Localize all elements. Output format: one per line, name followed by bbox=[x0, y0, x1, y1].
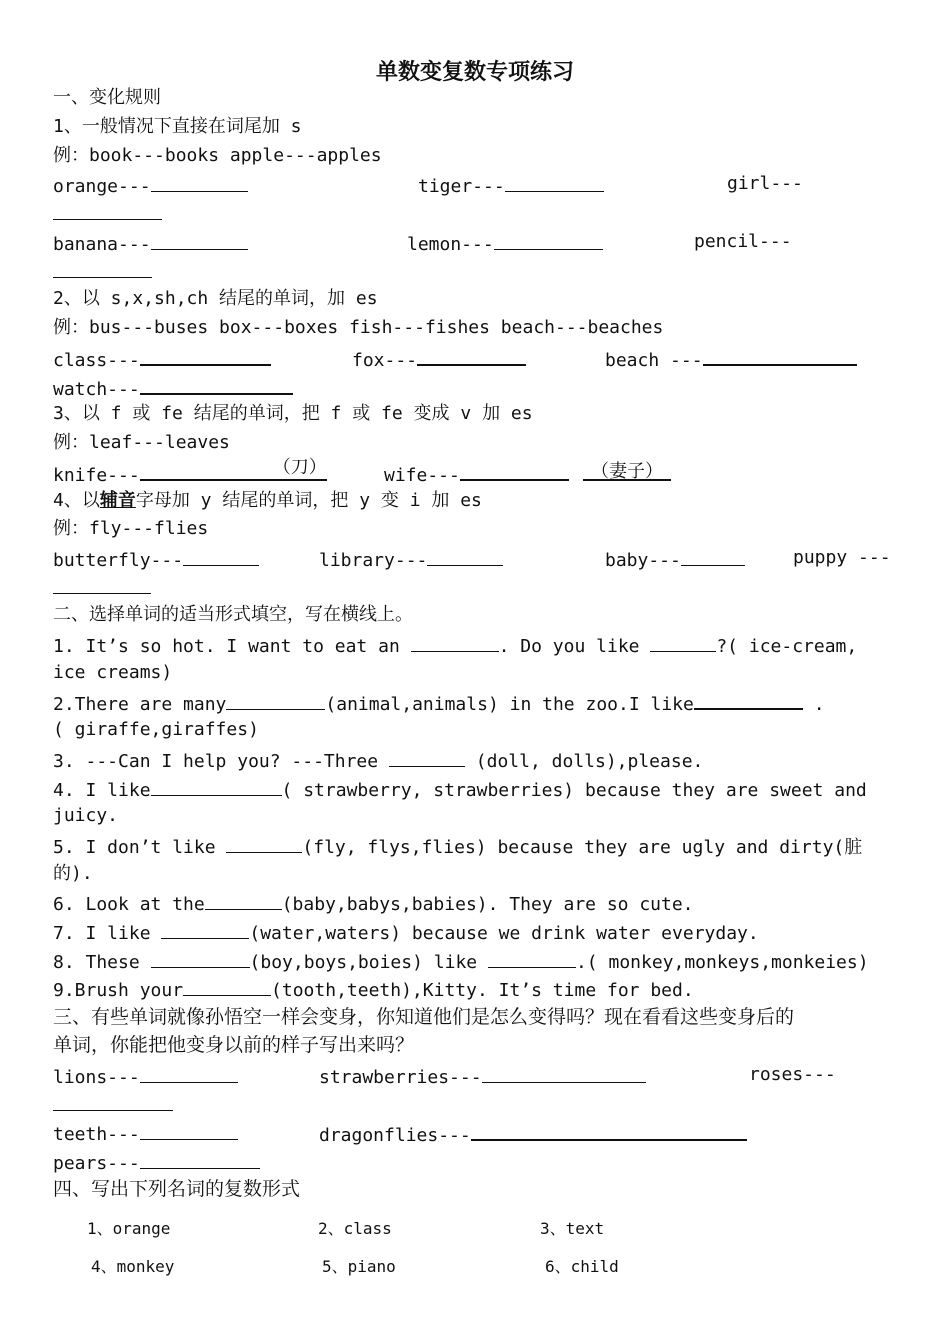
answer-blank[interactable] bbox=[183, 547, 259, 566]
q-text: .( monkey,monkeys,monkeies) bbox=[575, 952, 869, 973]
answer-blank[interactable] bbox=[482, 1064, 646, 1083]
rule-4-example: 例：fly---flies bbox=[53, 518, 209, 539]
question-1 bbox=[53, 633, 857, 658]
q-text: . bbox=[802, 694, 825, 715]
s3-item-strawberries bbox=[319, 1064, 646, 1089]
rule-3-wife-note bbox=[583, 461, 671, 483]
section-4-heading: 四、写出下列名词的复数形式 bbox=[53, 1178, 301, 1200]
s4-item-5: 5、piano bbox=[322, 1257, 396, 1276]
section-3-heading-line1: 三、有些单词就像孙悟空一样会变身，你知道他们是怎么变得吗？现在看看这些变身后的 bbox=[53, 1006, 795, 1028]
s3-item-dragonflies bbox=[319, 1121, 747, 1147]
question-2 bbox=[53, 690, 825, 716]
answer-blank[interactable] bbox=[140, 375, 293, 395]
s4-item-1: 1、orange bbox=[87, 1219, 171, 1238]
s3-item-pears bbox=[53, 1150, 260, 1175]
answer-blank[interactable] bbox=[53, 575, 151, 594]
rule-4-item-butterfly bbox=[53, 547, 259, 572]
rule-2-text: 2、以 s,x,sh,ch 结尾的单词，加 es bbox=[53, 288, 378, 309]
answer-blank[interactable] bbox=[226, 834, 302, 853]
answer-blank[interactable] bbox=[53, 201, 162, 220]
q-text: (baby,babys,babies). They are so cute. bbox=[281, 894, 694, 915]
item-word: pencil--- bbox=[694, 231, 792, 252]
item-word: baby--- bbox=[605, 550, 681, 571]
answer-blank[interactable] bbox=[151, 173, 248, 192]
answer-blank[interactable] bbox=[161, 920, 249, 939]
s4-item-6: 6、child bbox=[545, 1257, 619, 1276]
answer-blank[interactable] bbox=[505, 173, 604, 192]
rule-4-keyword: 辅音 bbox=[99, 490, 136, 511]
item-word: puppy --- bbox=[793, 547, 891, 568]
rule-1-item-lemon bbox=[407, 231, 603, 256]
q-text: 1. It’s so hot. I want to eat an bbox=[53, 636, 411, 657]
rule-1-item-tiger bbox=[418, 173, 604, 198]
rule-2-item-class bbox=[53, 346, 271, 372]
rule-4-prefix: 4、以 bbox=[53, 490, 100, 511]
item-word: class--- bbox=[53, 350, 140, 371]
knife-note: （刀） bbox=[272, 457, 327, 478]
q-text: (tooth,teeth),Kitty. It’s time for bed. bbox=[271, 980, 694, 1001]
s4-item-4: 4、monkey bbox=[91, 1257, 175, 1276]
question-8 bbox=[53, 949, 869, 974]
answer-blank[interactable] bbox=[53, 259, 152, 278]
answer-blank[interactable] bbox=[151, 949, 250, 968]
question-2-options: ( giraffe,giraffes) bbox=[53, 719, 259, 740]
wife-note: （妻子） bbox=[583, 461, 671, 481]
q-text: (doll, dolls),please. bbox=[464, 751, 704, 772]
s4-item-2: 2、class bbox=[318, 1219, 392, 1238]
rule-1-example: 例：book---books apple---apples bbox=[53, 145, 382, 166]
answer-blank[interactable] bbox=[140, 346, 271, 366]
answer-blank[interactable] bbox=[140, 1150, 260, 1169]
rule-4-item-library bbox=[319, 547, 503, 572]
item-word: pears--- bbox=[53, 1153, 140, 1174]
answer-blank[interactable] bbox=[205, 891, 282, 910]
rule-2-item-watch bbox=[53, 375, 293, 401]
rule-4-item-puppy bbox=[793, 547, 891, 569]
rule-2-example: 例：bus---buses box---boxes fish---fishes beach---beaches bbox=[53, 317, 664, 338]
answer-blank[interactable] bbox=[140, 1121, 238, 1140]
question-3 bbox=[53, 748, 703, 773]
item-word: tiger--- bbox=[418, 176, 505, 197]
question-5 bbox=[53, 834, 862, 859]
item-word: orange--- bbox=[53, 176, 151, 197]
answer-blank[interactable] bbox=[417, 346, 526, 366]
question-6 bbox=[53, 891, 694, 916]
rule-1-girl-blank bbox=[53, 201, 162, 226]
item-word: strawberries--- bbox=[319, 1067, 482, 1088]
rule-1-text: 1、一般情况下直接在词尾加 s bbox=[53, 116, 302, 137]
rule-4-text bbox=[53, 490, 482, 512]
answer-blank[interactable] bbox=[53, 1092, 173, 1111]
question-1-options: ice creams) bbox=[53, 662, 173, 683]
section-3-heading-line2: 单词，你能把他变身以前的样子写出来吗？ bbox=[53, 1034, 415, 1056]
s3-item-teeth bbox=[53, 1121, 238, 1146]
rule-1-item-orange bbox=[53, 173, 248, 198]
answer-blank[interactable] bbox=[183, 977, 271, 996]
q-text: 4. I like bbox=[53, 780, 151, 801]
page-title: 单数变复数专项练习 bbox=[375, 60, 574, 85]
item-word: lemon--- bbox=[407, 234, 494, 255]
answer-blank[interactable] bbox=[151, 231, 248, 250]
q-text: (water,waters) because we drink water everyday. bbox=[249, 923, 759, 944]
q-text: ?( ice-cream, bbox=[716, 636, 858, 657]
question-4-cont: juicy. bbox=[53, 805, 119, 826]
question-5-cont: 的). bbox=[53, 863, 93, 884]
question-9 bbox=[53, 977, 694, 1002]
item-word: beach --- bbox=[605, 350, 703, 371]
q-text: ( strawberry, strawberries) because they are sweet and bbox=[281, 780, 867, 801]
q-text: (boy,boys,boies) like bbox=[249, 952, 488, 973]
answer-blank[interactable] bbox=[140, 457, 327, 481]
answer-blank[interactable] bbox=[151, 777, 282, 796]
item-word: butterfly--- bbox=[53, 550, 184, 571]
answer-blank[interactable] bbox=[694, 690, 803, 710]
answer-blank[interactable] bbox=[703, 346, 857, 366]
item-word: girl--- bbox=[727, 173, 803, 194]
answer-blank[interactable] bbox=[389, 748, 465, 767]
question-4 bbox=[53, 777, 867, 802]
answer-blank[interactable] bbox=[494, 231, 603, 250]
s3-item-lions bbox=[53, 1064, 238, 1089]
rule-1-item-girl bbox=[727, 173, 803, 195]
q-text: 8. These bbox=[53, 952, 151, 973]
rule-2-item-beach bbox=[605, 346, 857, 372]
answer-blank[interactable] bbox=[427, 547, 503, 566]
item-word: teeth--- bbox=[53, 1124, 140, 1145]
answer-blank[interactable] bbox=[460, 461, 569, 481]
q-text: (fly, flys,flies) because they are ugly and dirty(脏 bbox=[302, 837, 863, 858]
item-word: banana--- bbox=[53, 234, 151, 255]
q-text: (animal,animals) in the zoo.I like bbox=[325, 694, 694, 715]
rule-3-text: 3、以 f 或 fe 结尾的单词，把 f 或 fe 变成 v 加 es bbox=[53, 403, 533, 424]
answer-blank[interactable] bbox=[471, 1121, 747, 1141]
section-2-heading: 二、选择单词的适当形式填空，写在横线上。 bbox=[53, 604, 413, 625]
rule-2-item-fox bbox=[352, 346, 526, 372]
rule-3-item-knife bbox=[53, 457, 327, 487]
rule-3-example: 例：leaf---leaves bbox=[53, 432, 230, 453]
section-1-heading: 一、变化规则 bbox=[53, 87, 161, 108]
s3-roses-blank bbox=[53, 1092, 173, 1117]
answer-blank[interactable] bbox=[226, 691, 325, 710]
item-word: library--- bbox=[319, 550, 428, 571]
rule-1-item-banana bbox=[53, 231, 248, 256]
item-word: roses--- bbox=[749, 1064, 836, 1085]
item-word: wife--- bbox=[384, 465, 460, 486]
rule-4-suffix: 字母加 y 结尾的单词，把 y 变 i 加 es bbox=[135, 490, 482, 511]
answer-blank[interactable] bbox=[650, 633, 716, 652]
q-text: 2.There are many bbox=[53, 694, 227, 715]
s3-item-roses bbox=[749, 1064, 836, 1086]
rule-1-pencil-blank bbox=[53, 259, 152, 284]
question-7 bbox=[53, 920, 759, 945]
rule-3-item-wife bbox=[384, 461, 569, 487]
q-text: 5. I don’t like bbox=[53, 837, 227, 858]
s4-item-3: 3、text bbox=[540, 1219, 605, 1238]
q-text: 9.Brush your bbox=[53, 980, 184, 1001]
answer-blank[interactable] bbox=[488, 949, 576, 968]
answer-blank[interactable] bbox=[681, 547, 745, 566]
item-word: fox--- bbox=[352, 350, 418, 371]
q-text: 3. ---Can I help you? ---Three bbox=[53, 751, 389, 772]
rule-4-puppy-blank bbox=[53, 575, 151, 600]
q-text: 6. Look at the bbox=[53, 894, 205, 915]
rule-1-item-pencil bbox=[694, 231, 792, 253]
item-word: knife--- bbox=[53, 465, 140, 486]
rule-4-item-baby bbox=[605, 547, 745, 572]
answer-blank[interactable] bbox=[140, 1064, 238, 1083]
q-text: . Do you like bbox=[498, 636, 651, 657]
q-text: 7. I like bbox=[53, 923, 162, 944]
item-word: watch--- bbox=[53, 379, 140, 400]
item-word: dragonflies--- bbox=[319, 1125, 471, 1146]
answer-blank[interactable] bbox=[411, 633, 499, 652]
item-word: lions--- bbox=[53, 1067, 140, 1088]
